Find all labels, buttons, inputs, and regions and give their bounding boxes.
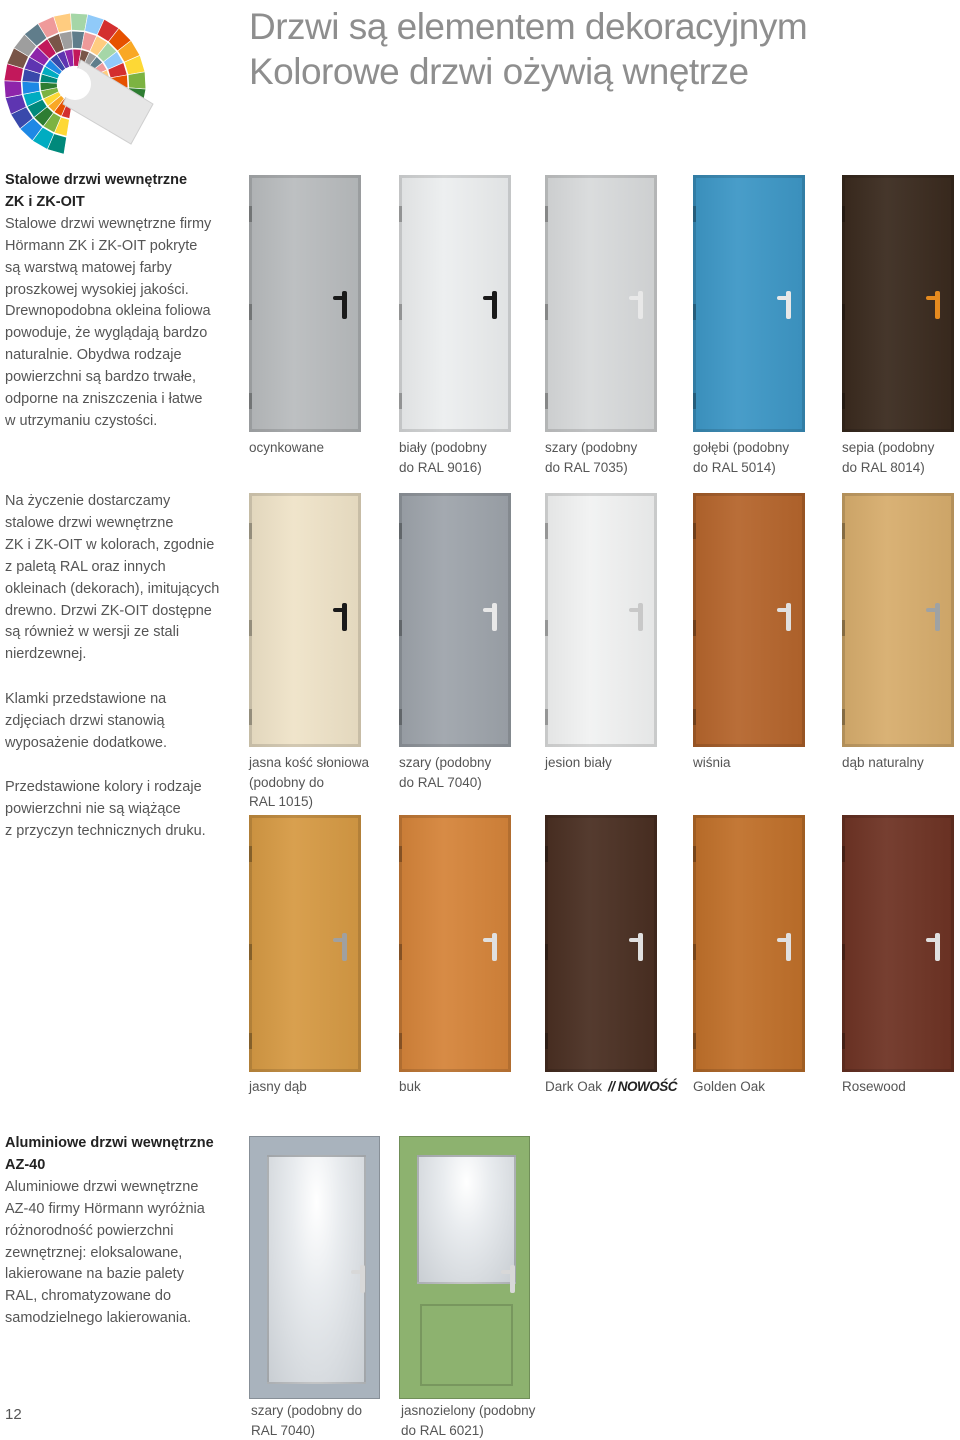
hinge-icon: [399, 304, 402, 320]
text-line: powoduje, że wyglądają bardzo: [5, 323, 245, 345]
handle-lever: [483, 296, 496, 300]
text-line: w utrzymaniu czystości.: [5, 411, 245, 433]
handle-lever: [333, 608, 346, 612]
text-line: Hörmann ZK i ZK-OIT pokryte: [5, 236, 245, 258]
text-line: drewno. Drzwi ZK-OIT dostępne: [5, 601, 245, 623]
door-handle-icon: [926, 603, 948, 631]
hinge-icon: [842, 944, 845, 960]
caption-line: szary (podobny do: [251, 1401, 362, 1421]
text-line: Aluminiowe drzwi wewnętrzne: [5, 1177, 245, 1199]
door-caption: [842, 1077, 906, 1097]
hinge-icon: [249, 304, 252, 320]
door-caption: [249, 438, 324, 458]
hinge-icon: [249, 620, 252, 636]
text-line: zdjęciach drzwi stanowią: [5, 711, 245, 733]
text-line: proszkowej wysokiej jakości.: [5, 280, 245, 302]
door-handle-icon: [483, 291, 505, 319]
hinge-icon: [545, 393, 548, 409]
hinge-icon: [693, 206, 696, 222]
handle-lever: [333, 296, 346, 300]
handle-lever: [483, 608, 496, 612]
hinge-icon: [249, 944, 252, 960]
handle-lever: [777, 608, 790, 612]
hinge-icon: [693, 1033, 696, 1049]
lower-panel: [420, 1304, 513, 1386]
caption-line: biały (podobny: [399, 438, 487, 458]
text-line: różnorodność powierzchni: [5, 1221, 245, 1243]
caption-line: do RAL 7035): [545, 458, 637, 478]
door-handle-icon: [777, 291, 799, 319]
caption-line: ocynkowane: [249, 438, 324, 458]
door-handle-icon: [777, 933, 799, 961]
handle-lever: [777, 938, 790, 942]
hinge-icon: [842, 1033, 845, 1049]
steel-paragraph-1: [5, 214, 245, 433]
steel-paragraph-3: [5, 689, 245, 755]
hinge-icon: [545, 846, 548, 862]
text-line: są warstwą matowej farby: [5, 258, 245, 280]
hinge-icon: [693, 709, 696, 725]
handle-lever: [351, 1270, 364, 1274]
door-caption: [399, 438, 487, 477]
door-row2-3[interactable]: [545, 493, 657, 747]
hinge-icon: [399, 523, 402, 539]
title-line-1: Drzwi są elementem dekoracyjnym: [249, 4, 807, 49]
steel-heading-1: Stalowe drzwi wewnętrzne: [5, 172, 187, 188]
door-row1-5[interactable]: [842, 175, 954, 432]
door-handle-icon: [926, 933, 948, 961]
text-line: nierdzewnej.: [5, 644, 245, 666]
hinge-icon: [249, 846, 252, 862]
hinge-icon: [545, 944, 548, 960]
door-caption: [399, 753, 491, 792]
door-handle-icon: [629, 291, 651, 319]
hinge-icon: [842, 620, 845, 636]
text-line: zewnętrznej: eloksalowane,: [5, 1243, 245, 1265]
text-line: Drewnopodobna okleina foliowa: [5, 301, 245, 323]
hinge-icon: [249, 393, 252, 409]
hinge-icon: [399, 1033, 402, 1049]
text-line: stalowe drzwi wewnętrzne: [5, 513, 245, 535]
door-row2-5[interactable]: [842, 493, 954, 747]
handle-lever: [629, 296, 642, 300]
door-handle-icon: [629, 933, 651, 961]
door-caption: [693, 753, 731, 773]
door-caption: [249, 753, 369, 812]
door-handle-icon: [333, 291, 355, 319]
door-row1-4[interactable]: [693, 175, 805, 432]
hinge-icon: [842, 846, 845, 862]
hinge-icon: [842, 206, 845, 222]
caption-line: (podobny do: [249, 773, 369, 793]
hinge-icon: [693, 620, 696, 636]
hinge-icon: [249, 709, 252, 725]
door-caption: [693, 438, 789, 477]
caption-line: do RAL 6021): [401, 1421, 535, 1440]
door-row3-3[interactable]: [545, 815, 657, 1072]
caption-line: gołębi (podobny: [693, 438, 789, 458]
new-badge: // NOWOŚĆ: [608, 1077, 677, 1097]
handle-lever: [926, 296, 939, 300]
alu-heading-1: Aluminiowe drzwi wewnętrzne: [5, 1135, 214, 1151]
caption-line: szary (podobny: [545, 438, 637, 458]
handle-lever: [629, 938, 642, 942]
caption-line: sepia (podobny: [842, 438, 934, 458]
caption-line: do RAL 9016): [399, 458, 487, 478]
caption-line: szary (podobny: [399, 753, 491, 773]
door-row1-1[interactable]: [249, 175, 361, 432]
hinge-icon: [399, 709, 402, 725]
text-line: Przedstawione kolory i rodzaje: [5, 777, 245, 799]
door-caption: [842, 753, 924, 773]
text-line: powierzchni są bardzo trwałe,: [5, 367, 245, 389]
hinge-icon: [842, 523, 845, 539]
hinge-icon: [545, 523, 548, 539]
page-title: [249, 4, 807, 94]
hinge-icon: [693, 846, 696, 862]
door-row3-4[interactable]: [693, 815, 805, 1072]
door-row2-2[interactable]: [399, 493, 511, 747]
door-handle-icon: [351, 1265, 373, 1293]
door-handle-icon: [777, 603, 799, 631]
door-handle-icon: [501, 1265, 523, 1293]
door-handle-icon: [333, 933, 355, 961]
caption-line: dąb naturalny: [842, 753, 924, 773]
caption-line: buk: [399, 1077, 421, 1097]
door-caption: [399, 1077, 421, 1097]
text-line: są również w wersji ze stali: [5, 622, 245, 644]
caption-line: jasna kość słoniowa: [249, 753, 369, 773]
door-caption: [545, 753, 612, 773]
door-caption: [693, 1077, 765, 1097]
hinge-icon: [399, 846, 402, 862]
caption-line: do RAL 8014): [842, 458, 934, 478]
caption-line: wiśnia: [693, 753, 731, 773]
text-line: Na życzenie dostarczamy: [5, 491, 245, 513]
handle-lever: [926, 938, 939, 942]
door-row2-1[interactable]: [249, 493, 361, 747]
hinge-icon: [545, 1033, 548, 1049]
hinge-icon: [399, 206, 402, 222]
steel-heading-2: ZK i ZK-OIT: [5, 194, 85, 210]
hinge-icon: [693, 393, 696, 409]
alu-door-2[interactable]: [399, 1136, 530, 1399]
door-row1-2[interactable]: [399, 175, 511, 432]
hinge-icon: [842, 709, 845, 725]
door-row1-3[interactable]: [545, 175, 657, 432]
hinge-icon: [399, 944, 402, 960]
text-line: okleinach (dekorach), imitujących: [5, 579, 245, 601]
hinge-icon: [545, 620, 548, 636]
door-handle-icon: [926, 291, 948, 319]
door-handle-icon: [483, 933, 505, 961]
steel-section-text: [5, 170, 245, 433]
door-caption: [401, 1401, 535, 1440]
caption-line: jesion biały: [545, 753, 612, 773]
hinge-icon: [842, 393, 845, 409]
hinge-icon: [249, 206, 252, 222]
handle-lever: [333, 938, 346, 942]
alu-door-1[interactable]: [249, 1136, 380, 1399]
title-line-2: Kolorowe drzwi ożywią wnętrze: [249, 49, 807, 94]
hinge-icon: [545, 709, 548, 725]
door-row3-5[interactable]: [842, 815, 954, 1072]
caption-line: Golden Oak: [693, 1077, 765, 1097]
door-handle-icon: [629, 603, 651, 631]
door-caption: [249, 1077, 307, 1097]
hinge-icon: [249, 523, 252, 539]
door-row3-2[interactable]: [399, 815, 511, 1072]
door-handle-icon: [483, 603, 505, 631]
text-line: wyposażenie dodatkowe.: [5, 733, 245, 755]
hinge-icon: [693, 523, 696, 539]
hinge-icon: [693, 304, 696, 320]
text-line: RAL, chromatyzowane do: [5, 1286, 245, 1308]
door-caption: [545, 438, 637, 477]
handle-lever: [483, 938, 496, 942]
text-line: Klamki przedstawione na: [5, 689, 245, 711]
caption-line: Dark Oak: [545, 1077, 602, 1097]
handle-lever: [777, 296, 790, 300]
text-line: powierzchni nie są wiążące: [5, 799, 245, 821]
door-caption: [251, 1401, 362, 1440]
text-line: z przyczyn technicznych druku.: [5, 821, 245, 843]
steel-paragraph-2: [5, 491, 245, 666]
page-number: 12: [5, 1406, 22, 1423]
caption-line: RAL 7040): [251, 1421, 362, 1440]
door-row3-1[interactable]: [249, 815, 361, 1072]
caption-line: RAL 1015): [249, 792, 369, 812]
text-line: AZ-40 firmy Hörmann wyróżnia: [5, 1199, 245, 1221]
caption-line: do RAL 7040): [399, 773, 491, 793]
caption-line: jasny dąb: [249, 1077, 307, 1097]
hinge-icon: [399, 393, 402, 409]
alu-paragraph: [5, 1177, 245, 1330]
caption-line: do RAL 5014): [693, 458, 789, 478]
text-line: lakierowane na bazie palety: [5, 1264, 245, 1286]
text-line: odporne na zniszczenia i łatwe: [5, 389, 245, 411]
text-line: z paletą RAL oraz innych: [5, 557, 245, 579]
handle-lever: [926, 608, 939, 612]
handle-lever: [501, 1270, 514, 1274]
alu-heading-2: AZ-40: [5, 1157, 45, 1173]
hinge-icon: [545, 206, 548, 222]
hinge-icon: [545, 304, 548, 320]
door-row2-4[interactable]: [693, 493, 805, 747]
text-line: samodzielnego lakierowania.: [5, 1308, 245, 1330]
handle-lever: [629, 608, 642, 612]
text-line: ZK i ZK-OIT w kolorach, zgodnie: [5, 535, 245, 557]
caption-line: jasnozielony (podobny: [401, 1401, 535, 1421]
hinge-icon: [249, 1033, 252, 1049]
hinge-icon: [693, 944, 696, 960]
door-caption: [545, 1077, 677, 1097]
text-line: Stalowe drzwi wewnętrzne firmy: [5, 214, 245, 236]
color-fan-illustration: [3, 12, 165, 162]
door-caption: [842, 438, 934, 477]
hinge-icon: [399, 620, 402, 636]
text-line: naturalnie. Obydwa rodzaje: [5, 345, 245, 367]
hinge-icon: [842, 304, 845, 320]
alu-section-text: [5, 1133, 245, 1330]
door-handle-icon: [333, 603, 355, 631]
caption-line: Rosewood: [842, 1077, 906, 1097]
steel-paragraph-4: [5, 777, 245, 843]
